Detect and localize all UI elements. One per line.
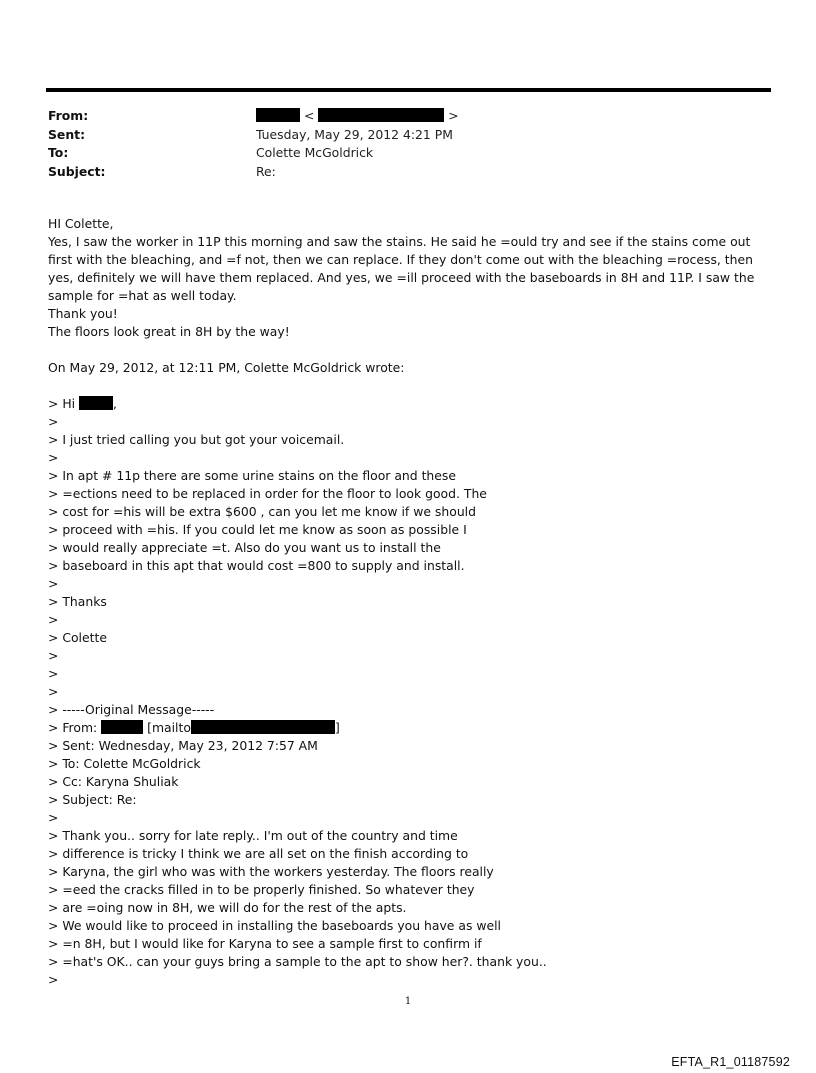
- quoted-line: > Cc: Karyna Shuliak: [48, 774, 179, 789]
- quoted-line: > difference is tricky I think we are all set on the finish according to: [48, 846, 469, 861]
- quoted-line: >: [48, 576, 59, 591]
- quoted-line: > =ections need to be replaced in order for the floor to look good. The: [48, 486, 487, 501]
- redacted-sender-email: [318, 108, 444, 122]
- quoted-line: >: [48, 612, 59, 627]
- quoted-line: > We would like to proceed in installing the baseboards you have as well: [48, 918, 501, 933]
- quoted-line: > In apt # 11p there are some urine stains on the floor and these: [48, 468, 456, 483]
- header-rule: [46, 88, 771, 92]
- quoted-line: >: [48, 450, 59, 465]
- sent-label: Sent:: [48, 126, 86, 142]
- quoted-line: > Subject: Re:: [48, 792, 137, 807]
- from-lt: <: [303, 108, 315, 123]
- quoted-line: > =eed the cracks filled in to be properly finished. So whatever they: [48, 882, 475, 897]
- quoted-line: > To: Colette McGoldrick: [48, 756, 201, 771]
- redacted-sender-name: [256, 108, 300, 122]
- subject-label: Subject:: [48, 163, 106, 179]
- quoted-line: > Colette: [48, 630, 107, 645]
- quoted-line: > baseboard in this apt that would cost =800 to supply and install.: [48, 558, 465, 573]
- quoted-line: > =hat's OK.. can your guys bring a sample to the apt to show her?. thank you..: [48, 954, 547, 969]
- quoted-line: >: [48, 666, 59, 681]
- quoted-from-line: [48, 719, 778, 737]
- quoted-message-1: [48, 413, 778, 719]
- reply-paragraph: Yes, I saw the worker in 11P this morning and saw the stains. He said he =ould try and see if the stains come out first with the bleaching, and =f not, then we can replace. If they don't come out with the bleaching =rocess, then yes, definitely we will have them replaced. And yes, we =ill proceed with the baseboards in 8H and 11P. I saw the sample for =hat as well today.: [48, 234, 755, 303]
- mailto-suffix: ]: [334, 720, 340, 735]
- quoted-line: > Thank you.. sorry for late reply.. I'm out of the country and time: [48, 828, 458, 843]
- hi-prefix: > Hi: [48, 396, 76, 411]
- quoted-line: > -----Original Message-----: [48, 702, 215, 717]
- quoted-line: > =n 8H, but I would like for Karyna to see a sample first to confirm if: [48, 936, 482, 951]
- quoted-line: > are =oing now in 8H, we will do for the rest of the apts.: [48, 900, 407, 915]
- redacted-mailto-email: [191, 720, 335, 734]
- from-gt: >: [448, 108, 459, 123]
- quoted-from-prefix: > From:: [48, 720, 98, 735]
- page-number: 1: [404, 996, 412, 1007]
- quoted-line: >: [48, 648, 59, 663]
- redacted-from-name: [101, 720, 143, 734]
- floors-line: The floors look great in 8H by the way!: [48, 324, 290, 339]
- quoted-line: > proceed with =his. If you could let me know as soon as possible I: [48, 522, 467, 537]
- quoted-line: > would really appreciate =t. Also do you want us to install the: [48, 540, 441, 555]
- quoted-line: > I just tried calling you but got your voicemail.: [48, 432, 345, 447]
- quoted-line: >: [48, 972, 59, 987]
- quoted-message-2: [48, 737, 778, 989]
- subject-value: Re:: [256, 163, 276, 179]
- quoted-line: > cost for =his will be extra $600 , can you let me know if we should: [48, 504, 476, 519]
- quoted-line: > Sent: Wednesday, May 23, 2012 7:57 AM: [48, 738, 318, 753]
- on-wrote-line: On May 29, 2012, at 12:11 PM, Colette McGoldrick wrote:: [48, 360, 405, 375]
- quoted-hi-line: [48, 395, 778, 413]
- to-label: To:: [48, 145, 69, 160]
- document-id: EFTA_R1_01187592: [671, 1055, 790, 1069]
- email-body: [48, 215, 778, 989]
- sent-value: Tuesday, May 29, 2012 4:21 PM: [256, 126, 453, 142]
- hi-suffix: ,: [113, 396, 117, 411]
- thanks-line: Thank you!: [48, 306, 118, 321]
- quoted-line: >: [48, 684, 59, 699]
- quoted-line: > Thanks: [48, 594, 107, 609]
- to-value: Colette McGoldrick: [256, 145, 374, 160]
- mailto-prefix: [mailto: [147, 720, 191, 735]
- quoted-line: >: [48, 810, 59, 825]
- from-label: From:: [48, 108, 89, 123]
- quoted-line: >: [48, 414, 59, 429]
- greeting: HI Colette,: [48, 216, 114, 231]
- redacted-name: [79, 396, 113, 410]
- quoted-line: > Karyna, the girl who was with the workers yesterday. The floors really: [48, 864, 494, 879]
